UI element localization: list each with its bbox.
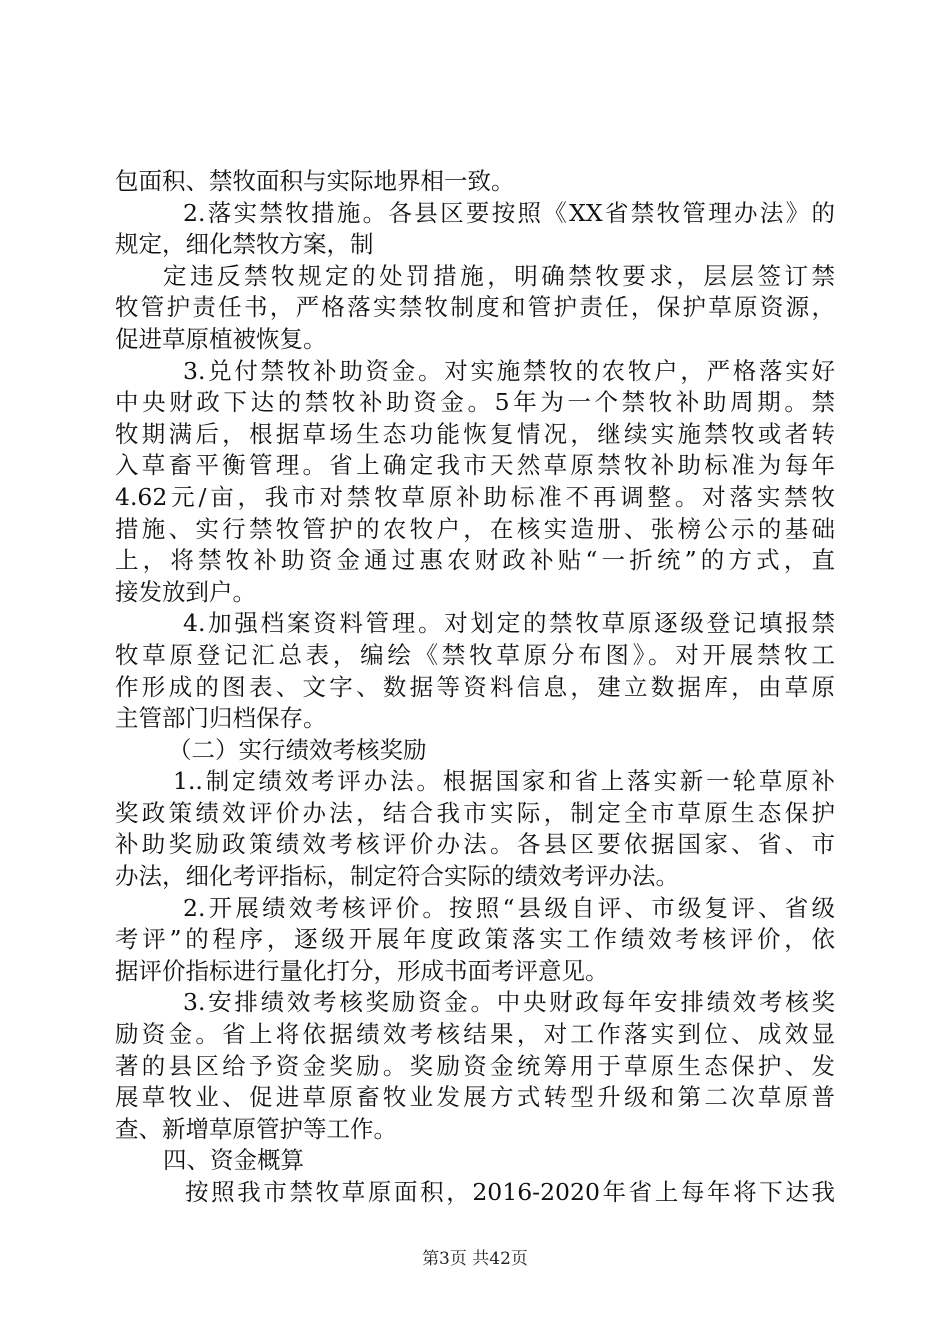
paragraph-line: 促进草原植被恢复。 xyxy=(115,324,327,353)
paragraph-line: 按照我市禁牧草原面积，2016-2020年省上每年将下达我 xyxy=(185,1178,835,1206)
paragraph-line: 3.兑付禁牧补助资金。对实施禁牧的农牧户，严格落实好 xyxy=(183,356,835,385)
paragraph-line: 2.落实禁牧措施。各县区要按照《XX省禁牧管理办法》的 xyxy=(183,198,835,227)
section-heading: 四、资金概算 xyxy=(163,1146,304,1175)
paragraph-line: 主管部门归档保存。 xyxy=(115,704,327,733)
paragraph-line: 牧期满后，根据草场生态功能恢复情况，继续实施禁牧或者转 xyxy=(115,419,835,448)
paragraph-line: 著的县区给予资金奖励。奖励资金统筹用于草原生态保护、发 xyxy=(115,1051,835,1080)
paragraph-line: 上，将禁牧补助资金通过惠农财政补贴“一折统”的方式，直 xyxy=(115,546,835,575)
paragraph-line: 考评”的程序，逐级开展年度政策落实工作绩效考核评价，依 xyxy=(115,925,835,954)
paragraph-line: 补助奖励政策绩效考核评价办法。各县区要依据国家、省、市 xyxy=(115,830,835,859)
paragraph-line: 措施、实行禁牧管护的农牧户，在核实造册、张榜公示的基础 xyxy=(115,514,835,543)
paragraph-line: 牧管护责任书，严格落实禁牧制度和管护责任，保护草原资源， xyxy=(115,293,835,322)
paragraph-line: 4.62元/亩，我市对禁牧草原补助标准不再调整。对落实禁牧 xyxy=(115,482,835,511)
paragraph-line: 1..制定绩效考评办法。根据国家和省上落实新一轮草原补 xyxy=(173,767,835,796)
paragraph-line: 查、新增草原管护等工作。 xyxy=(115,1114,397,1143)
paragraph-line: 办法，细化考评指标，制定符合实际的绩效考评办法。 xyxy=(115,862,679,891)
paragraph-line: 入草畜平衡管理。省上确定我市天然草原禁牧补助标准为每年 xyxy=(115,451,835,480)
paragraph-line: 接发放到户。 xyxy=(115,577,256,606)
paragraph-line: 作形成的图表、文字、数据等资料信息，建立数据库，由草原 xyxy=(115,672,835,701)
paragraph-line: 2.开展绩效考核评价。按照“县级自评、市级复评、省级 xyxy=(183,893,835,922)
paragraph-line: 牧草原登记汇总表，编绘《禁牧草原分布图》。对开展禁牧工 xyxy=(115,640,835,669)
paragraph-line: 定违反禁牧规定的处罚措施，明确禁牧要求，层层签订禁 xyxy=(163,261,835,290)
paragraph-line: 据评价指标进行量化打分，形成书面考评意见。 xyxy=(115,956,609,985)
paragraph-line: 中央财政下达的禁牧补助资金。5年为一个禁牧补助周期。禁 xyxy=(115,388,835,417)
page-footer: 第3页 共42页 xyxy=(422,1249,528,1269)
paragraph-line: 4.加强档案资料管理。对划定的禁牧草原逐级登记填报禁 xyxy=(183,609,835,638)
paragraph-line: 规定，细化禁牧方案，制 xyxy=(115,230,374,259)
paragraph-line: 励资金。省上将依据绩效考核结果，对工作落实到位、成效显 xyxy=(115,1020,835,1049)
paragraph-line: 奖政策绩效评价办法，结合我市实际，制定全市草原生态保护 xyxy=(115,798,835,827)
paragraph-line: 3.安排绩效考核奖励资金。中央财政每年安排绩效考核奖 xyxy=(183,988,835,1017)
document-body xyxy=(115,166,835,1209)
paragraph-line: 包面积、禁牧面积与实际地界相一致。 xyxy=(115,167,515,195)
section-heading: （二）实行绩效考核奖励 xyxy=(168,735,427,764)
paragraph-line: 展草牧业、促进草原畜牧业发展方式转型升级和第二次草原普 xyxy=(115,1083,835,1112)
